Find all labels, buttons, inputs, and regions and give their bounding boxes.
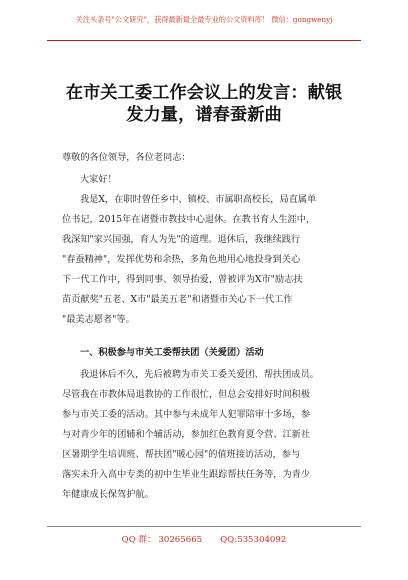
paragraph-line: 年健康成长保驾护航。 [62,489,154,500]
paragraph-line: 苗贡献奖"五老、X市"最美五老"和诸暨市关心下一代工作 [62,294,293,305]
paragraph-line: 我深知"家兴国强，育人为先"的道理。退休后，我继续践行 [62,234,301,245]
greeting [62,170,362,190]
paragraph-line: 区暑期学生培训班、帮扶团"暖心园"的值班接访活动，参与 [62,449,301,460]
footer-qq-group: QQ 群： 30265665 [121,535,203,545]
title-line-2: 发力量，谱春蚕新曲 [126,105,282,125]
paragraph-line: 我是X，在职时曾任乡中、镇校、市属职高校长，局直属单 [80,194,317,205]
document-title [40,82,368,126]
paragraph-line: 参与市关工委的活动。其中参与未成年人犯罪陪审十多场，参 [62,409,311,420]
paragraph-intro [62,190,362,330]
paragraph-section1 [62,365,362,505]
header-banner: 关注头条号"公文研究"，获得最新最全最专业的公文资料库！ 微信：gongwenyj [75,15,333,24]
paragraph-line: 落实未升入高中专类的初中生毕业生跟踪帮扶任务等，为青少 [62,469,311,480]
greeting-text: 大家好！ [80,174,117,185]
paragraph-line: "春蚕精神"，发挥优势和余热，多角色地用心地投身到关心 [62,254,301,265]
title-line-1: 在市关工委工作会议上的发言：献银 [65,83,343,103]
header-rule [47,40,361,41]
section-heading: 一、积极参与市关工委帮扶团（关爱团）活动 [80,347,264,358]
paragraph-line: 下一代工作中，得到同事、领导抬爱，曾被评为X市"励志扶 [62,274,303,285]
paragraph-line: "最美志愿者"等。 [62,314,135,325]
paragraph-line: 与对青少年的团辅和个辅活动，参加红色教育夏令营、江新社 [62,429,311,440]
salutation-text: 尊敬的各位领导，各位老同志： [62,152,191,163]
footer [0,534,408,546]
paragraph-line: 我退休后不久，先后被聘为市关工委关爱团、帮扶团成员。 [80,369,319,380]
footer-qq-number: QQ:535304092 [220,535,287,545]
footer-rule [47,526,361,527]
paragraph-line: 尽管我在市教体局退教协的工作很忙，但总会安排好时间积极 [62,389,311,400]
salutation [62,148,362,168]
paragraph-line: 位书记，2015年在诸暨市教技中心退休。在教书育人生涯中， [62,214,316,225]
